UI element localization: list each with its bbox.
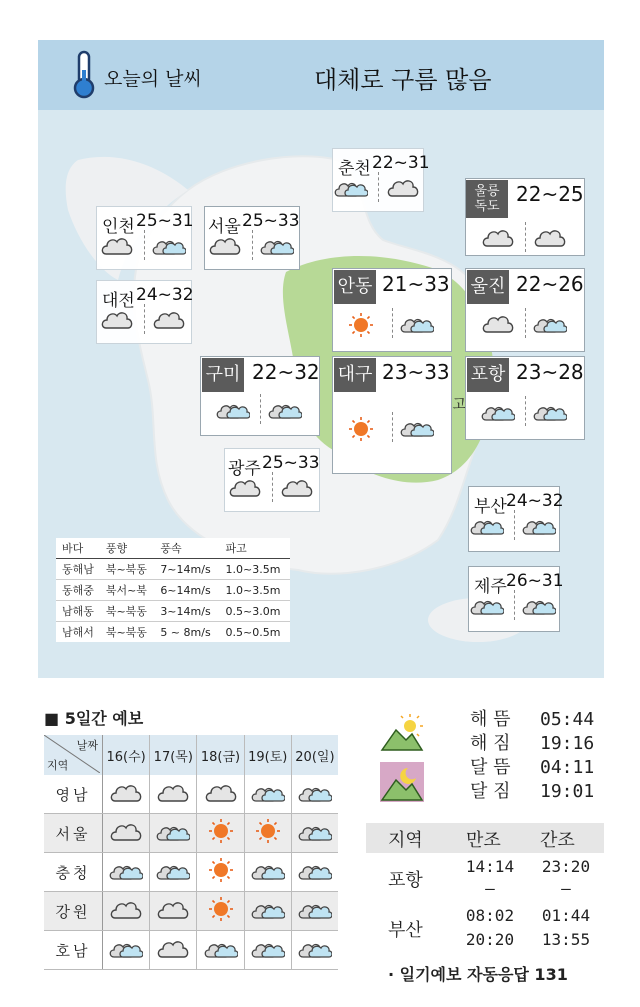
- sea-header: 풍향: [100, 538, 154, 559]
- sea-cell: 3~14m/s: [154, 601, 219, 622]
- city-temp: 23~28: [516, 360, 584, 384]
- partly-cloudy-icon: [522, 514, 556, 540]
- tide-high-2: 20:20: [465, 930, 515, 949]
- tide-header: 간조: [540, 830, 575, 851]
- tide-low-1: 01:44: [541, 906, 591, 925]
- cloudy-icon: [100, 234, 134, 260]
- forecast-corner: [44, 735, 103, 775]
- cloudy-icon: [386, 176, 420, 202]
- tide-low-2: –: [561, 879, 571, 898]
- sunny-icon: [197, 853, 244, 892]
- card-divider: [272, 472, 273, 502]
- sunrise-label: 해 뜸: [470, 709, 511, 730]
- city-temp: 26~31: [506, 571, 564, 591]
- forecast-day: 17(목): [150, 735, 197, 775]
- city-name: 제주: [474, 577, 507, 597]
- partly-cloudy-icon: [291, 814, 338, 853]
- card-divider: [392, 412, 393, 442]
- sea-cell: 동해남: [56, 559, 100, 580]
- city-temp: 25~33: [262, 453, 320, 473]
- partly-cloudy-icon: [291, 892, 338, 931]
- footer-hotline: · 일기예보 자동응답 131: [388, 965, 568, 984]
- partly-cloudy-icon: [197, 931, 244, 970]
- cloudy-icon: [208, 234, 242, 260]
- forecast-region: 강원: [44, 892, 103, 931]
- partly-cloudy-icon: [334, 176, 368, 202]
- cloudy-icon: [197, 775, 244, 814]
- sea-cell: 0.5~0.5m: [225, 625, 281, 639]
- card-divider: [144, 230, 145, 260]
- cloudy-icon: [152, 308, 186, 334]
- sunset-time: 19:16: [540, 733, 595, 754]
- cloudy-icon: [533, 226, 567, 252]
- city-badge: 구미: [202, 358, 244, 392]
- tide-high: [460, 856, 520, 900]
- card-divider: [514, 590, 515, 620]
- city-badge: 울진: [467, 270, 509, 304]
- city-badge: 울릉 독도: [466, 180, 508, 218]
- tide-high: [460, 904, 520, 952]
- city-badge: 안동: [334, 270, 376, 304]
- sunrise-icon: [380, 712, 424, 752]
- moonset-time: 19:01: [540, 781, 595, 802]
- city-name: 서울: [208, 217, 241, 237]
- partly-cloudy-icon: [470, 594, 504, 620]
- city-temp: 22~26: [516, 272, 584, 296]
- city-temp: 25~33: [242, 211, 300, 231]
- sunny-icon: [348, 312, 374, 342]
- sea-cell: 1.0~3.5m: [220, 559, 290, 580]
- partly-cloudy-icon: [400, 416, 434, 442]
- cloudy-icon: [150, 775, 197, 814]
- partly-cloudy-icon: [291, 853, 338, 892]
- cloudy-icon: [150, 931, 197, 970]
- sea-cell: 7~14m/s: [154, 559, 219, 580]
- card-divider: [144, 304, 145, 334]
- sunny-icon: [244, 814, 291, 853]
- forecast-region: 서울: [44, 814, 103, 853]
- sunny-icon: [197, 892, 244, 931]
- city-temp: 23~33: [382, 360, 450, 384]
- moonrise-time: 04:11: [540, 757, 595, 778]
- cloudy-icon: [103, 814, 150, 853]
- forecast-region: 충청: [44, 853, 103, 892]
- city-name: 춘천: [338, 159, 371, 179]
- partly-cloudy-icon: [291, 775, 338, 814]
- sea-cell: 0.5~3.0m: [220, 601, 290, 622]
- sea-cell: 5 ~ 8m/s: [160, 625, 211, 639]
- sunset-label: 해 짐: [470, 733, 511, 754]
- partly-cloudy-icon: [216, 398, 250, 424]
- tide-low: [536, 904, 596, 952]
- sea-header-row: [56, 538, 290, 559]
- sunny-icon: [197, 814, 244, 853]
- forecast-row: [44, 931, 338, 970]
- city-badge: 대구: [334, 358, 376, 392]
- partly-cloudy-icon: [244, 931, 291, 970]
- tide-low-2: 13:55: [541, 930, 591, 949]
- card-divider: [525, 222, 526, 252]
- sunrise-time: 05:44: [540, 709, 595, 730]
- sea-header: 풍속: [154, 538, 219, 559]
- sea-cell: 6~14m/s: [154, 580, 219, 601]
- partly-cloudy-icon: [400, 312, 434, 338]
- partly-cloudy-icon: [150, 853, 197, 892]
- forecast-day: 19(토): [244, 735, 291, 775]
- city-name: 대전: [102, 291, 135, 311]
- sea-cell: 1.0~3.5m: [220, 580, 290, 601]
- city-temp: 22~25: [516, 182, 584, 206]
- partly-cloudy-icon: [268, 398, 302, 424]
- cloudy-icon: [481, 312, 515, 338]
- city-temp: 22~32: [252, 360, 320, 384]
- moon-icon: [380, 762, 424, 802]
- partly-cloudy-icon: [103, 931, 150, 970]
- sea-cell: 북서~북: [100, 580, 154, 601]
- sea-table: [56, 538, 290, 642]
- sea-cell: 동해중: [56, 580, 100, 601]
- sea-cell: 북~북동: [100, 559, 154, 580]
- forecast-row: [44, 892, 338, 931]
- sea-header: 파고: [220, 538, 290, 559]
- card-divider: [260, 394, 261, 424]
- sea-cell: 북~북동: [100, 601, 154, 622]
- tide-low-1: 23:20: [541, 857, 591, 876]
- sea-cell: 북~북동: [105, 626, 147, 639]
- forecast-day: 18(금): [197, 735, 244, 775]
- tide-region: 부산: [388, 920, 423, 941]
- partly-cloudy-icon: [244, 892, 291, 931]
- cloudy-icon: [103, 892, 150, 931]
- forecast-day: 20(일): [295, 749, 335, 765]
- forecast-row: [44, 853, 338, 892]
- forecast-header-row: [44, 735, 338, 775]
- partly-cloudy-icon: [260, 234, 294, 260]
- card-divider: [514, 510, 515, 540]
- forecast-region: 호남: [44, 931, 103, 970]
- partly-cloudy-icon: [103, 853, 150, 892]
- astro-times: [540, 708, 594, 804]
- forecast-row: [44, 775, 338, 814]
- tide-high-1: 08:02: [465, 906, 515, 925]
- tide-header: 만조: [466, 830, 501, 851]
- card-divider: [525, 308, 526, 338]
- partly-cloudy-icon: [470, 514, 504, 540]
- forecast-region: 영남: [44, 775, 103, 814]
- card-divider: [392, 308, 393, 338]
- sea-row: [56, 622, 290, 643]
- moonrise-label: 달 뜸: [470, 757, 511, 778]
- card-divider: [525, 396, 526, 426]
- partly-cloudy-icon: [152, 234, 186, 260]
- city-name: 부산: [474, 497, 507, 517]
- city-badge: 포항: [467, 358, 509, 392]
- card-divider: [252, 230, 253, 260]
- cloudy-icon: [481, 226, 515, 252]
- sea-row: [56, 580, 290, 601]
- cloudy-icon: [150, 892, 197, 931]
- headline: 대체로 구름 많음: [314, 66, 492, 94]
- partly-cloudy-icon: [522, 594, 556, 620]
- astro-labels: [470, 708, 511, 804]
- forecast-row: [44, 814, 338, 853]
- city-temp: 21~33: [382, 272, 450, 296]
- partly-cloudy-icon: [244, 775, 291, 814]
- sunny-icon: [348, 416, 374, 446]
- city-temp: 22~31: [372, 153, 430, 173]
- partly-cloudy-icon: [150, 814, 197, 853]
- cloudy-icon: [103, 775, 150, 814]
- card-divider: [378, 172, 379, 202]
- thermometer-icon: [70, 50, 98, 100]
- partly-cloudy-icon: [481, 400, 515, 426]
- city-name: 인천: [102, 217, 135, 237]
- tide-high-1: 14:14: [465, 857, 515, 876]
- partly-cloudy-icon: [533, 400, 567, 426]
- sea-cell: 남해동: [56, 601, 100, 622]
- moonset-label: 달 짐: [470, 781, 511, 802]
- cloudy-icon: [100, 308, 134, 334]
- tide-region: 포항: [388, 870, 423, 891]
- sea-row: [56, 601, 290, 622]
- sea-cell: 남해서: [62, 626, 94, 639]
- sea-header: 바다: [56, 538, 100, 559]
- corner-top-label: 날짜: [76, 739, 98, 752]
- city-temp: 25~31: [136, 211, 194, 231]
- forecast-title: ■ 5일간 예보: [44, 709, 144, 728]
- city-temp: 24~32: [506, 491, 564, 511]
- sea-row: [56, 559, 290, 580]
- city-temp: 24~32: [136, 285, 194, 305]
- partly-cloudy-icon: [291, 931, 338, 970]
- page-title: 오늘의 날씨: [104, 68, 202, 90]
- cloudy-icon: [280, 476, 314, 502]
- forecast-day: 16(수): [103, 735, 150, 775]
- corner-bottom-label: 지역: [47, 759, 69, 772]
- forecast-table: [44, 735, 338, 970]
- tide-high-2: –: [485, 879, 495, 898]
- cloudy-icon: [228, 476, 262, 502]
- partly-cloudy-icon: [244, 853, 291, 892]
- partly-cloudy-icon: [533, 312, 567, 338]
- tide-low: [536, 856, 596, 900]
- tide-header: 지역: [388, 830, 423, 851]
- city-name: 광주: [228, 459, 261, 479]
